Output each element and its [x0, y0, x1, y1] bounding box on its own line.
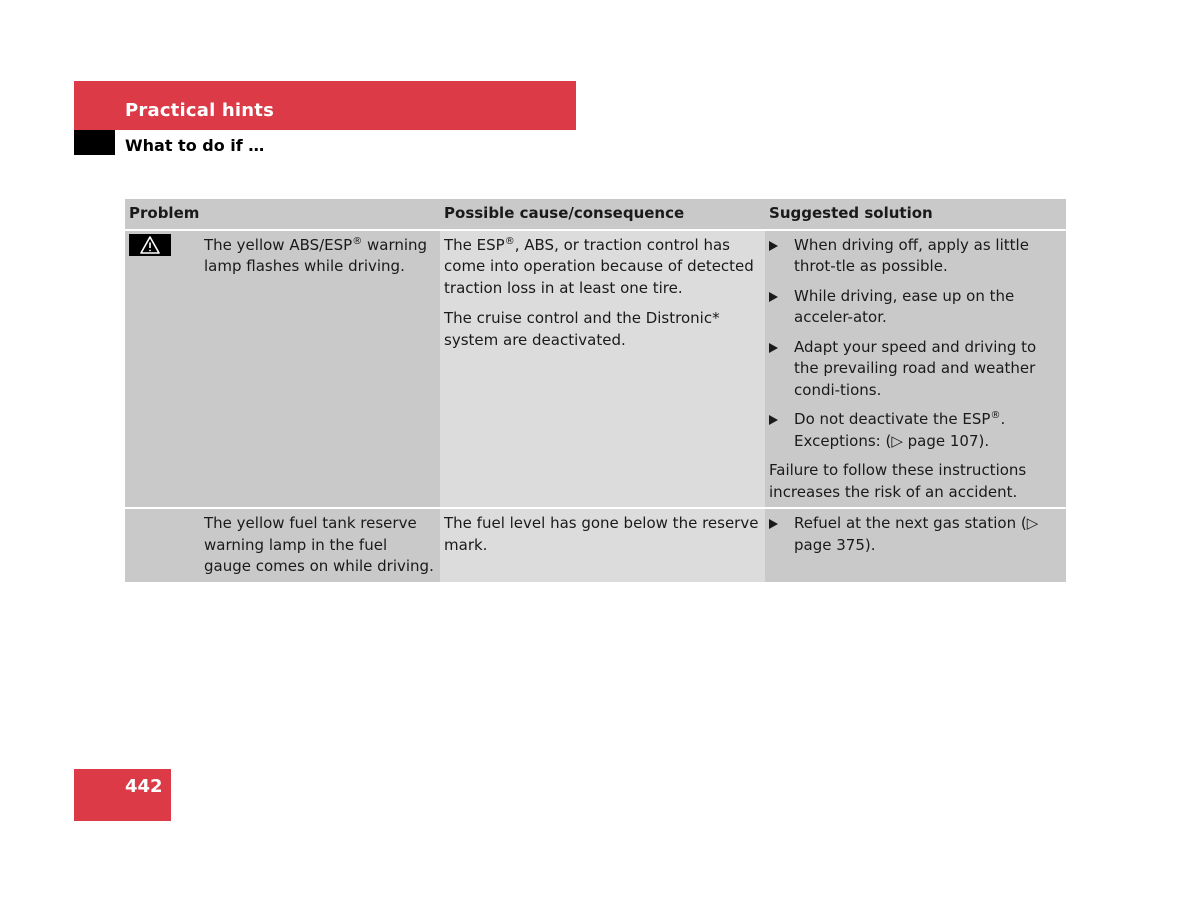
table-row	[125, 507, 1066, 582]
list-item	[769, 513, 1062, 556]
icon-cell	[125, 507, 200, 582]
subsection-title: What to do if …	[125, 136, 265, 155]
cause-cell: The fuel level has gone below the reserve mark.	[440, 507, 765, 582]
arrow-right-icon	[769, 415, 778, 425]
cause-paragraph	[444, 235, 761, 300]
arrow-right-icon	[769, 519, 778, 529]
step-text: While driving, ease up on the acceler-ator.	[794, 286, 1015, 326]
step-text-pre: Do not deactivate the ESP	[794, 410, 991, 428]
problem-text-pre: The yellow ABS/ESP	[204, 235, 353, 254]
arrow-right-icon	[769, 241, 778, 251]
header-cause: Possible cause/consequence	[440, 199, 765, 229]
problem-cell	[200, 229, 440, 508]
header-black-block	[74, 130, 115, 155]
problem-text-post: warning lamp flashes while driving.	[204, 235, 428, 275]
list-item	[769, 235, 1062, 278]
registered-mark: ®	[504, 235, 515, 247]
cause-cell	[440, 229, 765, 508]
step-text: Refuel at the next gas station (▷ page 375).	[794, 514, 1039, 554]
solution-cell	[765, 229, 1066, 508]
registered-mark: ®	[352, 235, 363, 247]
warning-note: Failure to follow these instructions increases the risk of an accident.	[769, 461, 1027, 501]
arrow-right-icon	[769, 343, 778, 353]
header-solution: Suggested solution	[765, 199, 1066, 229]
cause-text-post: , ABS, or traction control has come into operation because of detected traction loss in at least one tire.	[444, 235, 754, 297]
table-row	[125, 229, 1066, 508]
step-text: Adapt your speed and driving to the prevailing road and weather condi-tions.	[794, 337, 1037, 399]
list-item	[769, 337, 1062, 402]
header-problem: Problem	[125, 199, 440, 229]
arrow-right-icon	[769, 292, 778, 302]
solution-steps	[769, 235, 1062, 453]
problem-cell: The yellow fuel tank reserve warning lamp in the fuel gauge comes on while driving.	[200, 507, 440, 582]
problem-table	[125, 199, 1066, 582]
list-item	[769, 286, 1062, 329]
solution-steps	[769, 513, 1062, 556]
list-item	[769, 409, 1062, 452]
cause-text-pre: The ESP	[444, 235, 505, 254]
registered-mark: ®	[990, 410, 1001, 421]
warning-triangle-icon	[129, 234, 171, 256]
solution-cell	[765, 507, 1066, 582]
cause-paragraph-2: The cruise control and the Distronic* system are deactivated.	[444, 309, 720, 349]
step-text-post: . Exceptions: (▷ page 107).	[794, 410, 1006, 450]
page-number: 442	[125, 776, 163, 797]
table-header-row	[125, 199, 1066, 229]
step-text: When driving off, apply as little throt-tle as possible.	[794, 235, 1029, 275]
section-title: Practical hints	[125, 100, 275, 121]
icon-cell	[125, 229, 200, 508]
